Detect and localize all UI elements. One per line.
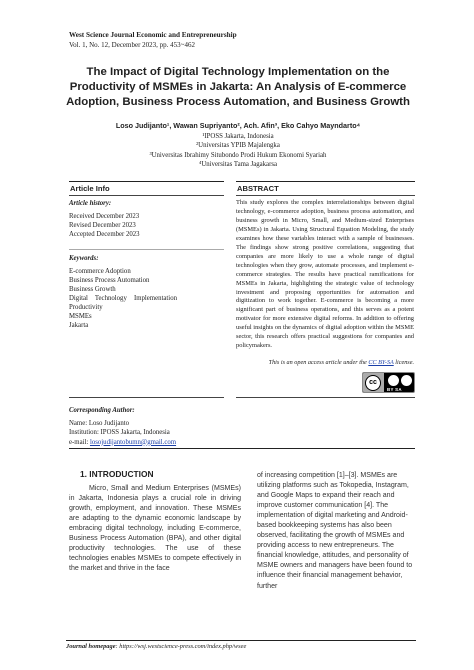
article-info-top-rule — [69, 181, 224, 182]
affiliation-3: ³Universitas Ibrahimy Situbondo Prodi Hukum Ekonomi Syariah — [149, 151, 327, 159]
history-label: Article history: — [69, 200, 112, 207]
history-revised: Revised December 2023 — [69, 222, 136, 229]
journal-volume: Vol. 1, No. 12, December 2023, pp. 453~462 — [69, 41, 195, 49]
keyword-item: Business Growth — [69, 286, 116, 293]
author-institution: Institution: IPOSS Jakarta, Indonesia — [69, 429, 170, 437]
abstract-heading-rule — [236, 195, 415, 196]
introduction-heading: 1. INTRODUCTION — [80, 469, 154, 479]
article-history-divider — [69, 249, 224, 250]
footer-rule — [66, 640, 416, 641]
article-history — [69, 199, 224, 239]
keyword-item: Jakarta — [69, 322, 89, 329]
journal-homepage — [66, 643, 416, 650]
keyword-item: E-commerce Adoption — [69, 268, 131, 275]
keywords-label: Keywords: — [69, 255, 99, 262]
keywords-block — [69, 254, 224, 330]
keyword-item: Productivity — [69, 304, 103, 311]
license-note — [236, 359, 414, 366]
history-received: Received December 2023 — [69, 213, 140, 220]
abstract-bottom-rule — [236, 397, 415, 398]
introduction-left-column: Micro, Small and Medium Enterprises (MSMEs) in Jakarta, Indonesia plays a crucial role in driving growth, employment, and innovation. These MSMEs are adapting to the dynamic economic landscape by embracing digital technology, including E-commerce, Business Process Automation (BPA), and other digital productivity technologies. The use of these technologies enables MSMEs to compete effectively in the market and thrive in the face — [69, 485, 241, 573]
keyword-item: Digital Technology Implementation — [69, 295, 177, 302]
affiliations — [60, 132, 416, 170]
license-prefix: This is an open access article under the — [268, 359, 369, 366]
article-info-heading: Article Info — [70, 184, 110, 193]
corresponding-label: Corresponding Author: — [69, 407, 135, 414]
front-matter-bottom-rule — [69, 448, 415, 449]
author-list: Loso Judijanto¹, Wawan Supriyanto², Ach. Afin³, Eko Cahyo Mayndarto⁴ — [115, 121, 361, 130]
cc-by-sa-icon[interactable] — [362, 372, 415, 393]
affiliation-4: ⁴Universitas Tama Jagakarsa — [198, 161, 278, 169]
license-suffix: license. — [393, 359, 414, 366]
author-email-line — [69, 438, 269, 447]
affiliation-2: ²Universitas YPIB Majalengka — [196, 142, 280, 150]
journal-header — [69, 30, 409, 50]
keyword-item: Business Process Automation — [69, 277, 150, 284]
homepage-label: Journal homepage — [66, 643, 116, 650]
abstract-text: This study explores the complex interrelationships between digital technology, e-commerce adoption, business process automation, and business growth in Micro, Small, and Medium-sized Enterprises (MSMEs) in Jakarta. Using Structural Equation Modeling, the study examines how these variables interact with a sample of businesses. The findings show strong positive correlations, suggesting that companies are more likely to use a whole range of digital technologies when they grow, automate processes, and implement e-commerce strategies. The results have practical ramifications for MSMEs in Jakarta, highlighting the strategic value of technology investment and proposing opportunities for automation and digitization to work together. E-commerce is becoming a more significant part of business operations, and this serves as a potent motivator for more extensive digital reforms. In addition to offering useful insights on the dynamics of digital adoption within the MSME sector, this research offers practical suggestions for companies and policymakers. — [236, 199, 414, 350]
corresponding-author — [69, 406, 269, 447]
introduction-right-column: of increasing competition [1]–[3]. MSMEs are utilizing platforms such as Tokopedia, Instagram, and Google Maps to expand their reach and improve customer communication [4]. The implementation of digital marketing and Android-based bookkeeping systems has also been observed, facilitating the growth of MSMEs and providing access to new entrepreneurs. The financial knowledge, attitudes, and personality of MSME owners and managers have been found to influence their financial management behavior, further — [257, 472, 413, 590]
journal-name: West Science Journal Economic and Entrepreneurship — [69, 31, 237, 39]
affiliation-1: ¹IPOSS Jakarta, Indonesia — [202, 133, 274, 140]
author-name: Name: Loso Judijanto — [69, 420, 130, 428]
keyword-item: MSMEs — [69, 313, 92, 320]
article-info-heading-rule — [69, 195, 224, 196]
cc-logo-icon: cc — [365, 375, 381, 391]
author-email-link[interactable]: losojudijantobumn@gmail.com — [89, 438, 177, 446]
homepage-url[interactable]: : https://wsj.westscience-press.com/index.php/wsee — [115, 643, 247, 650]
email-label: e-mail: — [69, 438, 90, 446]
cc-badge-label: BY SA — [387, 387, 402, 392]
history-accepted: Accepted December 2023 — [69, 231, 140, 238]
abstract-heading: ABSTRACT — [237, 184, 279, 193]
article-info-bottom-rule — [69, 397, 224, 398]
share-alike-icon — [401, 375, 412, 386]
abstract-top-rule — [236, 181, 415, 182]
license-link[interactable]: CC BY-SA — [368, 359, 394, 366]
paper-title: The Impact of Digital Technology Implementation on the Productivity of MSMEs in Jakarta: An Analysis of E-commerce Adoption, Business Process Automation, and Business Growth — [66, 66, 410, 108]
attribution-icon — [388, 375, 399, 386]
